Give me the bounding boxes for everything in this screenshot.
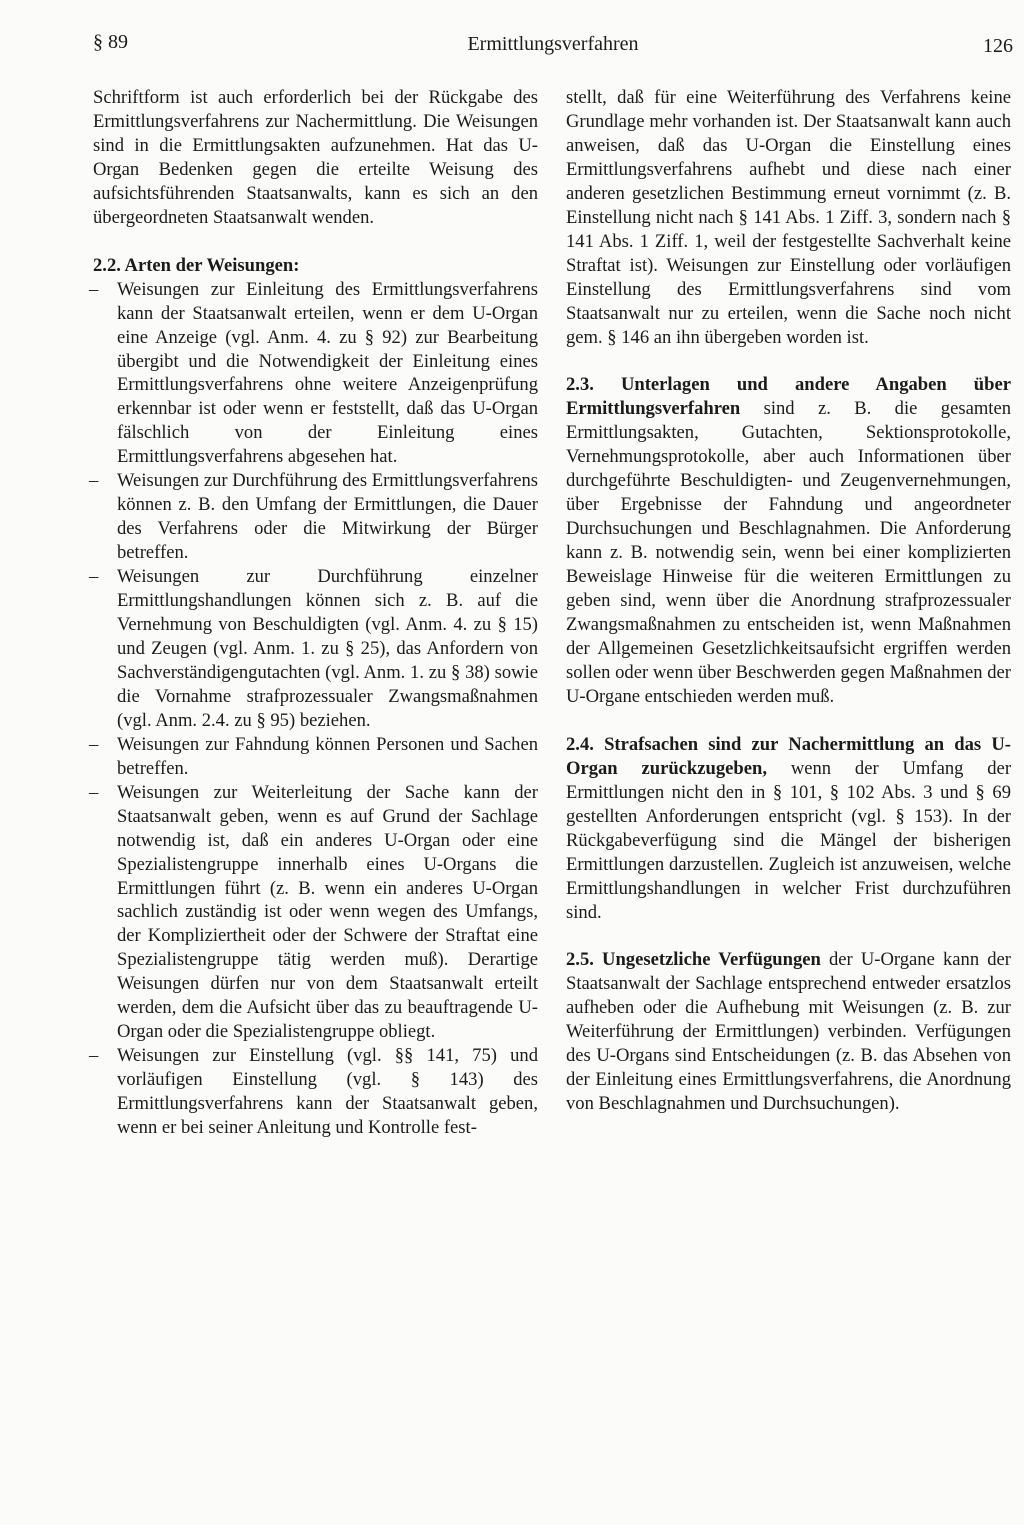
section-2-4 <box>566 733 1011 925</box>
section-reference: § 89 <box>93 31 128 53</box>
list-item: – Weisungen zur Durchführung einzelner Ermittlungshandlungen können sich z. B. auf die Vernehmung von Beschuldigten (vgl. Anm. 4. zu § 15) und Zeugen (vgl. Anm. 1. zu § 25), das Anfordern von Sachverständigengutachten (vgl. Anm. 1. zu § 38) sowie die Vornahme strafprozessualer Zwangsmaßnahmen (vgl. Anm. 2.4. zu § 95) beziehen. <box>93 565 538 733</box>
section-2-3-text: sind z. B. die gesamten Ermittlungsakten, Gutachten, Sektionsprotokolle, Vernehmungsprotokolle, aber auch Informationen über durchgeführte Beschuldigten- und Zeugenvernehmungen, über Ergebnisse der Fahndung und angeordneter Durchsuchungen und Beschlagnahmen. Die Anforderung kann z. B. notwendig sein, wenn bei einer komplizierten Beweislage Hinweise für die weiteren Ermittlungen zu geben sind, wenn über die Anordnung strafprozessualer Zwangsmaßnahmen zu entscheiden ist, wenn Maßnahmen der Allgemeinen Gesetzlichkeitsaufsicht ergriffen werden sollen oder wenn über Beschwerden gegen Maßnahmen der U-Organe entschieden werden muß. <box>566 398 1011 707</box>
section-2-3 <box>566 373 1011 708</box>
section-2-2-heading: 2.2. Arten der Weisungen: <box>93 254 300 276</box>
list-item: – Weisungen zur Weiterleitung der Sache kann der Staatsanwalt geben, wenn es auf Grund der Sachlage notwendig ist, daß ein anderes U-Organ oder eine Spezialistengruppe innerhalb eines U-Organs die Ermittlungen führt (z. B. wenn ein anderes U-Organ sachlich zuständig ist oder wenn wegen des Umfangs, der Kompliziertheit oder der Schwere der Straftat eine Spezialistengruppe tätig werden muß). Derartige Weisungen dürfen nur von dem Staatsanwalt erteilt werden, dem die Aufsicht über das zu beauftragende U-Organ oder die Spezialistengruppe obliegt. <box>93 781 538 1044</box>
weisungen-list <box>93 278 538 1140</box>
intro-paragraph: Schriftform ist auch erforderlich bei der Rückgabe des Ermittlungsverfahrens zur Nachermittlung. Die Weisungen sind in die Ermittlungsakten aufzunehmen. Hat das U-Organ Bedenken gegen die erteilte Weisung des aufsichtsführenden Staatsanwalts, kann es sich an den übergeordneten Staatsanwalt wenden. <box>93 87 538 228</box>
left-column <box>93 86 538 1140</box>
page-number: 126 <box>983 35 1013 57</box>
running-title: Ermittlungsverfahren <box>467 33 639 55</box>
right-column <box>566 86 1011 1116</box>
section-2-3-heading: 2.3. Unterlagen und andere Angaben über Ermittlungsverfahren <box>566 374 1011 420</box>
continuation-paragraph: stellt, daß für eine Weiterführung des Verfahrens keine Grundlage mehr vorhanden ist. Der Staatsanwalt kann auch anweisen, daß das U-Organ die Einstellung eines Ermittlungsverfahrens aufhebt und diese nach einer anderen gesetzlichen Bestimmung erneut vornimmt (z. B. Einstellung nicht nach § 141 Abs. 1 Ziff. 3, sondern nach § 141 Abs. 1 Ziff. 1, weil der festgestellte Sachverhalt keine Straftat ist). Weisungen zur Einstellung oder vorläufigen Einstellung des Ermittlungsverfahrens sind vom Staatsanwalt nur zu erteilen, wenn die Sache noch nicht gem. § 146 an ihn übergeben worden ist. <box>566 87 1011 348</box>
list-item: – Weisungen zur Durchführung des Ermittlungsverfahrens können z. B. den Umfang der Ermittlungen, die Dauer des Verfahrens oder die Mitwirkung der Bürger betreffen. <box>93 469 538 565</box>
section-2-5 <box>566 948 1011 1116</box>
list-item: – Weisungen zur Einstellung (vgl. §§ 141, 75) und vorläufigen Einstellung (vgl. § 143) des Ermittlungsverfahrens kann der Staatsanwalt geben, wenn er bei seiner Anleitung und Kontrolle fest- <box>93 1044 538 1140</box>
section-2-4-heading: 2.4. Strafsachen sind zur Nachermittlung an das U-Organ zurückzugeben, <box>566 733 1011 779</box>
list-item: – Weisungen zur Einleitung des Ermittlungsverfahrens kann der Staatsanwalt erteilen, wenn er dem U-Organ eine Anzeige (vgl. Anm. 4. zu § 92) zur Bearbeitung übergibt und die Notwendigkeit der Einleitung eines Ermittlungsverfahrens ohne weitere Anzeigenprüfung erkennbar ist oder wenn er feststellt, daß das U-Organ fälschlich von der Einleitung eines Ermittlungsverfahrens abgesehen hat. <box>93 278 538 470</box>
section-2-5-text: der U-Organe kann der Staatsanwalt der Sachlage entsprechend entweder ersatzlos aufheben oder die Aufhebung mit Weisungen (z. B. zur Weiterführung der Ermittlungen) verbinden. Verfügungen des U-Organs sind Entscheidungen (z. B. das Absehen von der Einleitung eines Ermittlungsverfahrens, die Anordnung von Beschlagnahmen und Durchsuchungen). <box>566 949 1011 1115</box>
section-2-5-heading: 2.5. Ungesetzliche Verfügungen <box>566 949 821 971</box>
page-header <box>93 31 1013 65</box>
section-2-4-text: wenn der Umfang der Ermittlungen nicht den in § 101, § 102 Abs. 3 und § 69 gestellten Anforderungen entspricht (vgl. § 153). In der Rückgabeverfügung sind die Mängel der bisherigen Ermittlungen darzustellen. Zugleich ist anzuweisen, welche Ermittlungshandlungen in welcher Frist durchzuführen sind. <box>566 757 1012 923</box>
list-item: – Weisungen zur Fahndung können Personen und Sachen betreffen. <box>93 733 538 781</box>
